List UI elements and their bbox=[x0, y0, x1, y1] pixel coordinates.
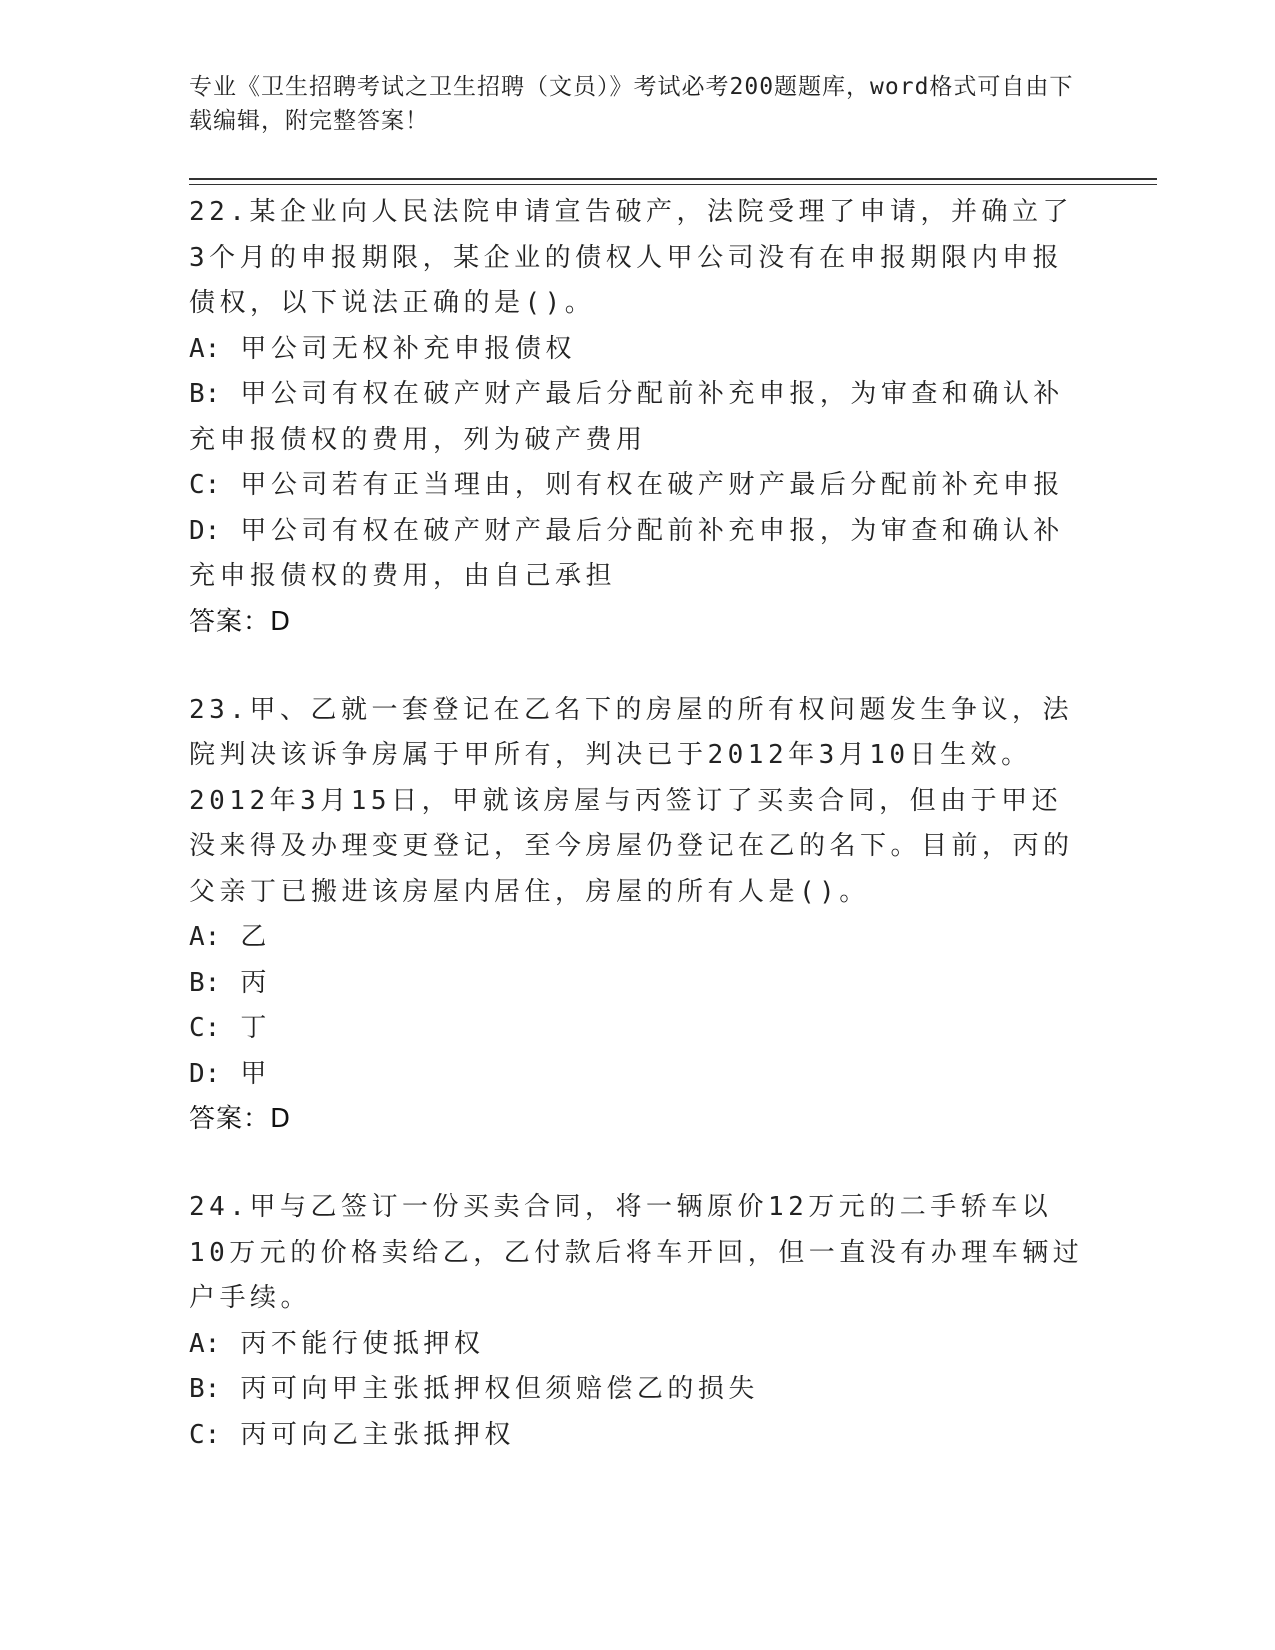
option-text: 丙不能行使抵押权 bbox=[240, 1328, 485, 1359]
option-b bbox=[189, 961, 1089, 1007]
question-list bbox=[189, 190, 1089, 1501]
option-text: 甲公司无权补充申报债权 bbox=[240, 333, 576, 364]
option-text: 乙 bbox=[240, 922, 271, 952]
option-label: D: bbox=[189, 515, 221, 546]
option-c bbox=[189, 463, 1089, 509]
option-text: 丁 bbox=[240, 1013, 271, 1043]
question-stem: 22.某企业向人民法院申请宣告破产，法院受理了申请，并确立了3个月的申报期限，某企业的债权人甲公司没有在申报期限内申报债权，以下说法正确的是()。 bbox=[189, 197, 1073, 318]
question-22 bbox=[189, 190, 1089, 645]
question-24 bbox=[189, 1185, 1089, 1458]
option-label: B: bbox=[189, 1374, 221, 1404]
option-b bbox=[189, 1367, 1089, 1413]
option-label: D: bbox=[189, 1058, 221, 1089]
option-c bbox=[189, 1413, 1089, 1459]
header-divider-thin bbox=[189, 184, 1157, 185]
option-d bbox=[189, 1052, 1089, 1098]
option-a bbox=[189, 1322, 1089, 1368]
option-text: 丙可向甲主张抵押权但须赔偿乙的损失 bbox=[240, 1374, 759, 1404]
header-divider bbox=[189, 178, 1157, 180]
option-c bbox=[189, 1006, 1089, 1052]
option-a bbox=[189, 327, 1089, 373]
option-label: B: bbox=[189, 379, 221, 409]
option-text: 甲公司有权在破产财产最后分配前补充申报，为审查和确认补充申报债权的费用，列为破产费用 bbox=[189, 379, 1064, 455]
option-label: A: bbox=[189, 333, 221, 364]
question-stem: 23.甲、乙就一套登记在乙名下的房屋的所有权问题发生争议，法院判决该诉争房属于甲所有，判决已于2012年3月10日生效。2012年3月15日，甲就该房屋与丙签订了买卖合同，但由于甲还没来得及办理变更登记，至今房屋仍登记在乙的名下。目前，丙的父亲丁已搬进该房屋内居住，房屋的所有人是()。 bbox=[189, 694, 1074, 907]
option-label: C: bbox=[189, 1419, 221, 1450]
question-stem: 24.甲与乙签订一份买卖合同，将一辆原价12万元的二手轿车以10万元的价格卖给乙，乙付款后将车开回，但一直没有办理车辆过户手续。 bbox=[189, 1192, 1084, 1313]
option-b bbox=[189, 372, 1089, 463]
option-text: 甲 bbox=[240, 1058, 271, 1089]
option-text: 丙可向乙主张抵押权 bbox=[240, 1419, 515, 1450]
option-text: 甲公司若有正当理由，则有权在破产财产最后分配前补充申报 bbox=[240, 470, 1064, 500]
option-label: A: bbox=[189, 1328, 221, 1359]
answer: 答案：D bbox=[189, 1104, 292, 1134]
option-label: C: bbox=[189, 1013, 221, 1043]
option-label: B: bbox=[189, 967, 221, 998]
answer: 答案：D bbox=[189, 606, 292, 637]
option-label: A: bbox=[189, 922, 221, 952]
document-header: 专业《卫生招聘考试之卫生招聘（文员）》考试必考200题题库，word格式可自由下载编辑，附完整答案！ bbox=[189, 74, 1074, 134]
option-d bbox=[189, 509, 1089, 600]
option-label: C: bbox=[189, 470, 221, 500]
option-text: 甲公司有权在破产财产最后分配前补充申报，为审查和确认补充申报债权的费用，由自己承担 bbox=[189, 515, 1064, 591]
option-a bbox=[189, 915, 1089, 961]
option-text: 丙 bbox=[240, 967, 271, 998]
question-23 bbox=[189, 688, 1089, 1143]
